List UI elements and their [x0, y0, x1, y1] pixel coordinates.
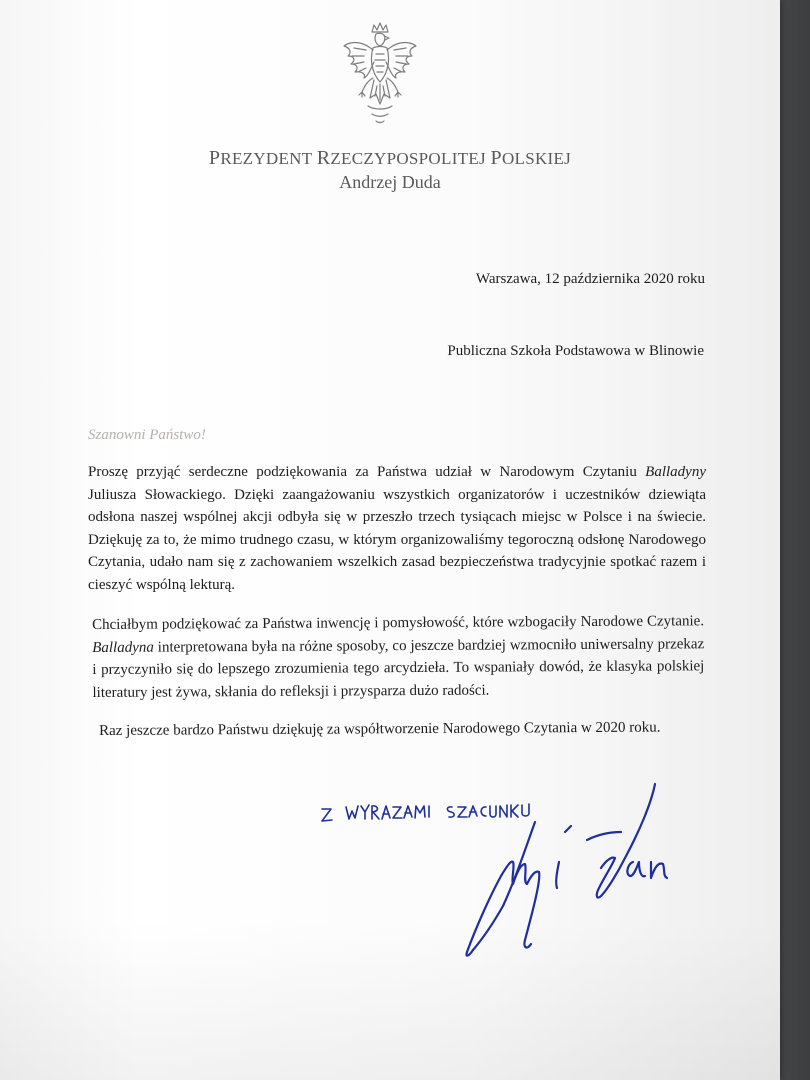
president-name: Andrzej Duda: [339, 172, 441, 192]
recipient-line: Publiczna Szkoła Podstawowa w Blinowie: [447, 343, 704, 359]
office-title: PREZYDENT RZECZYPOSPOLITEJ POLSKIEJ: [208, 147, 572, 169]
salutation: Szanowni Państwo!: [88, 427, 206, 443]
date-line: Warszawa, 12 października 2020 roku: [475, 271, 705, 287]
paragraph-2: Chciałbym podziękować za Państwa inwencję i pomysłowość, które wzbogaciły Narodowe Czytanie. Balladyna interpretowana była na różne sposoby, co jeszcze bardziej wzmocniło uniwersalny przekaz i przyczyniło się do lepszego zrozumienia tego arcydzieła. To wspaniały dowód, że klasyka polskiej literatury jest żywa, skłania do refleksji i przysparza dużo radości.: [92, 613, 705, 701]
signature-image: [455, 780, 685, 970]
paragraph-1: Proszę przyjąć serdeczne podziękowania za Państwa udział w Narodowym Czytaniu Balladyny Juliusza Słowackiego. Dzięki zaangażowaniu wszystkich organizatorów i uczestników dziewiąta odsłona naszej wspólnej akcji odbyła się w przeszło trzech tysiącach miejsc w Polsce i na świecie. Dziękuję za to, że mimo trudnego czasu, w którym organizowaliśmy tegoroczną odsłonę Narodowego Czytania, udało nam się z zachowaniem wszelkich zasad bezpieczeństwa tradycyjnie spotkać razem i cieszyć wspólną lekturą.: [88, 464, 706, 593]
eagle-emblem-icon: [340, 22, 420, 130]
paragraph-3: Raz jeszcze bardzo Państwu dziękuję za współtworzenie Narodowego Czytania w 2020 roku.: [99, 719, 661, 739]
